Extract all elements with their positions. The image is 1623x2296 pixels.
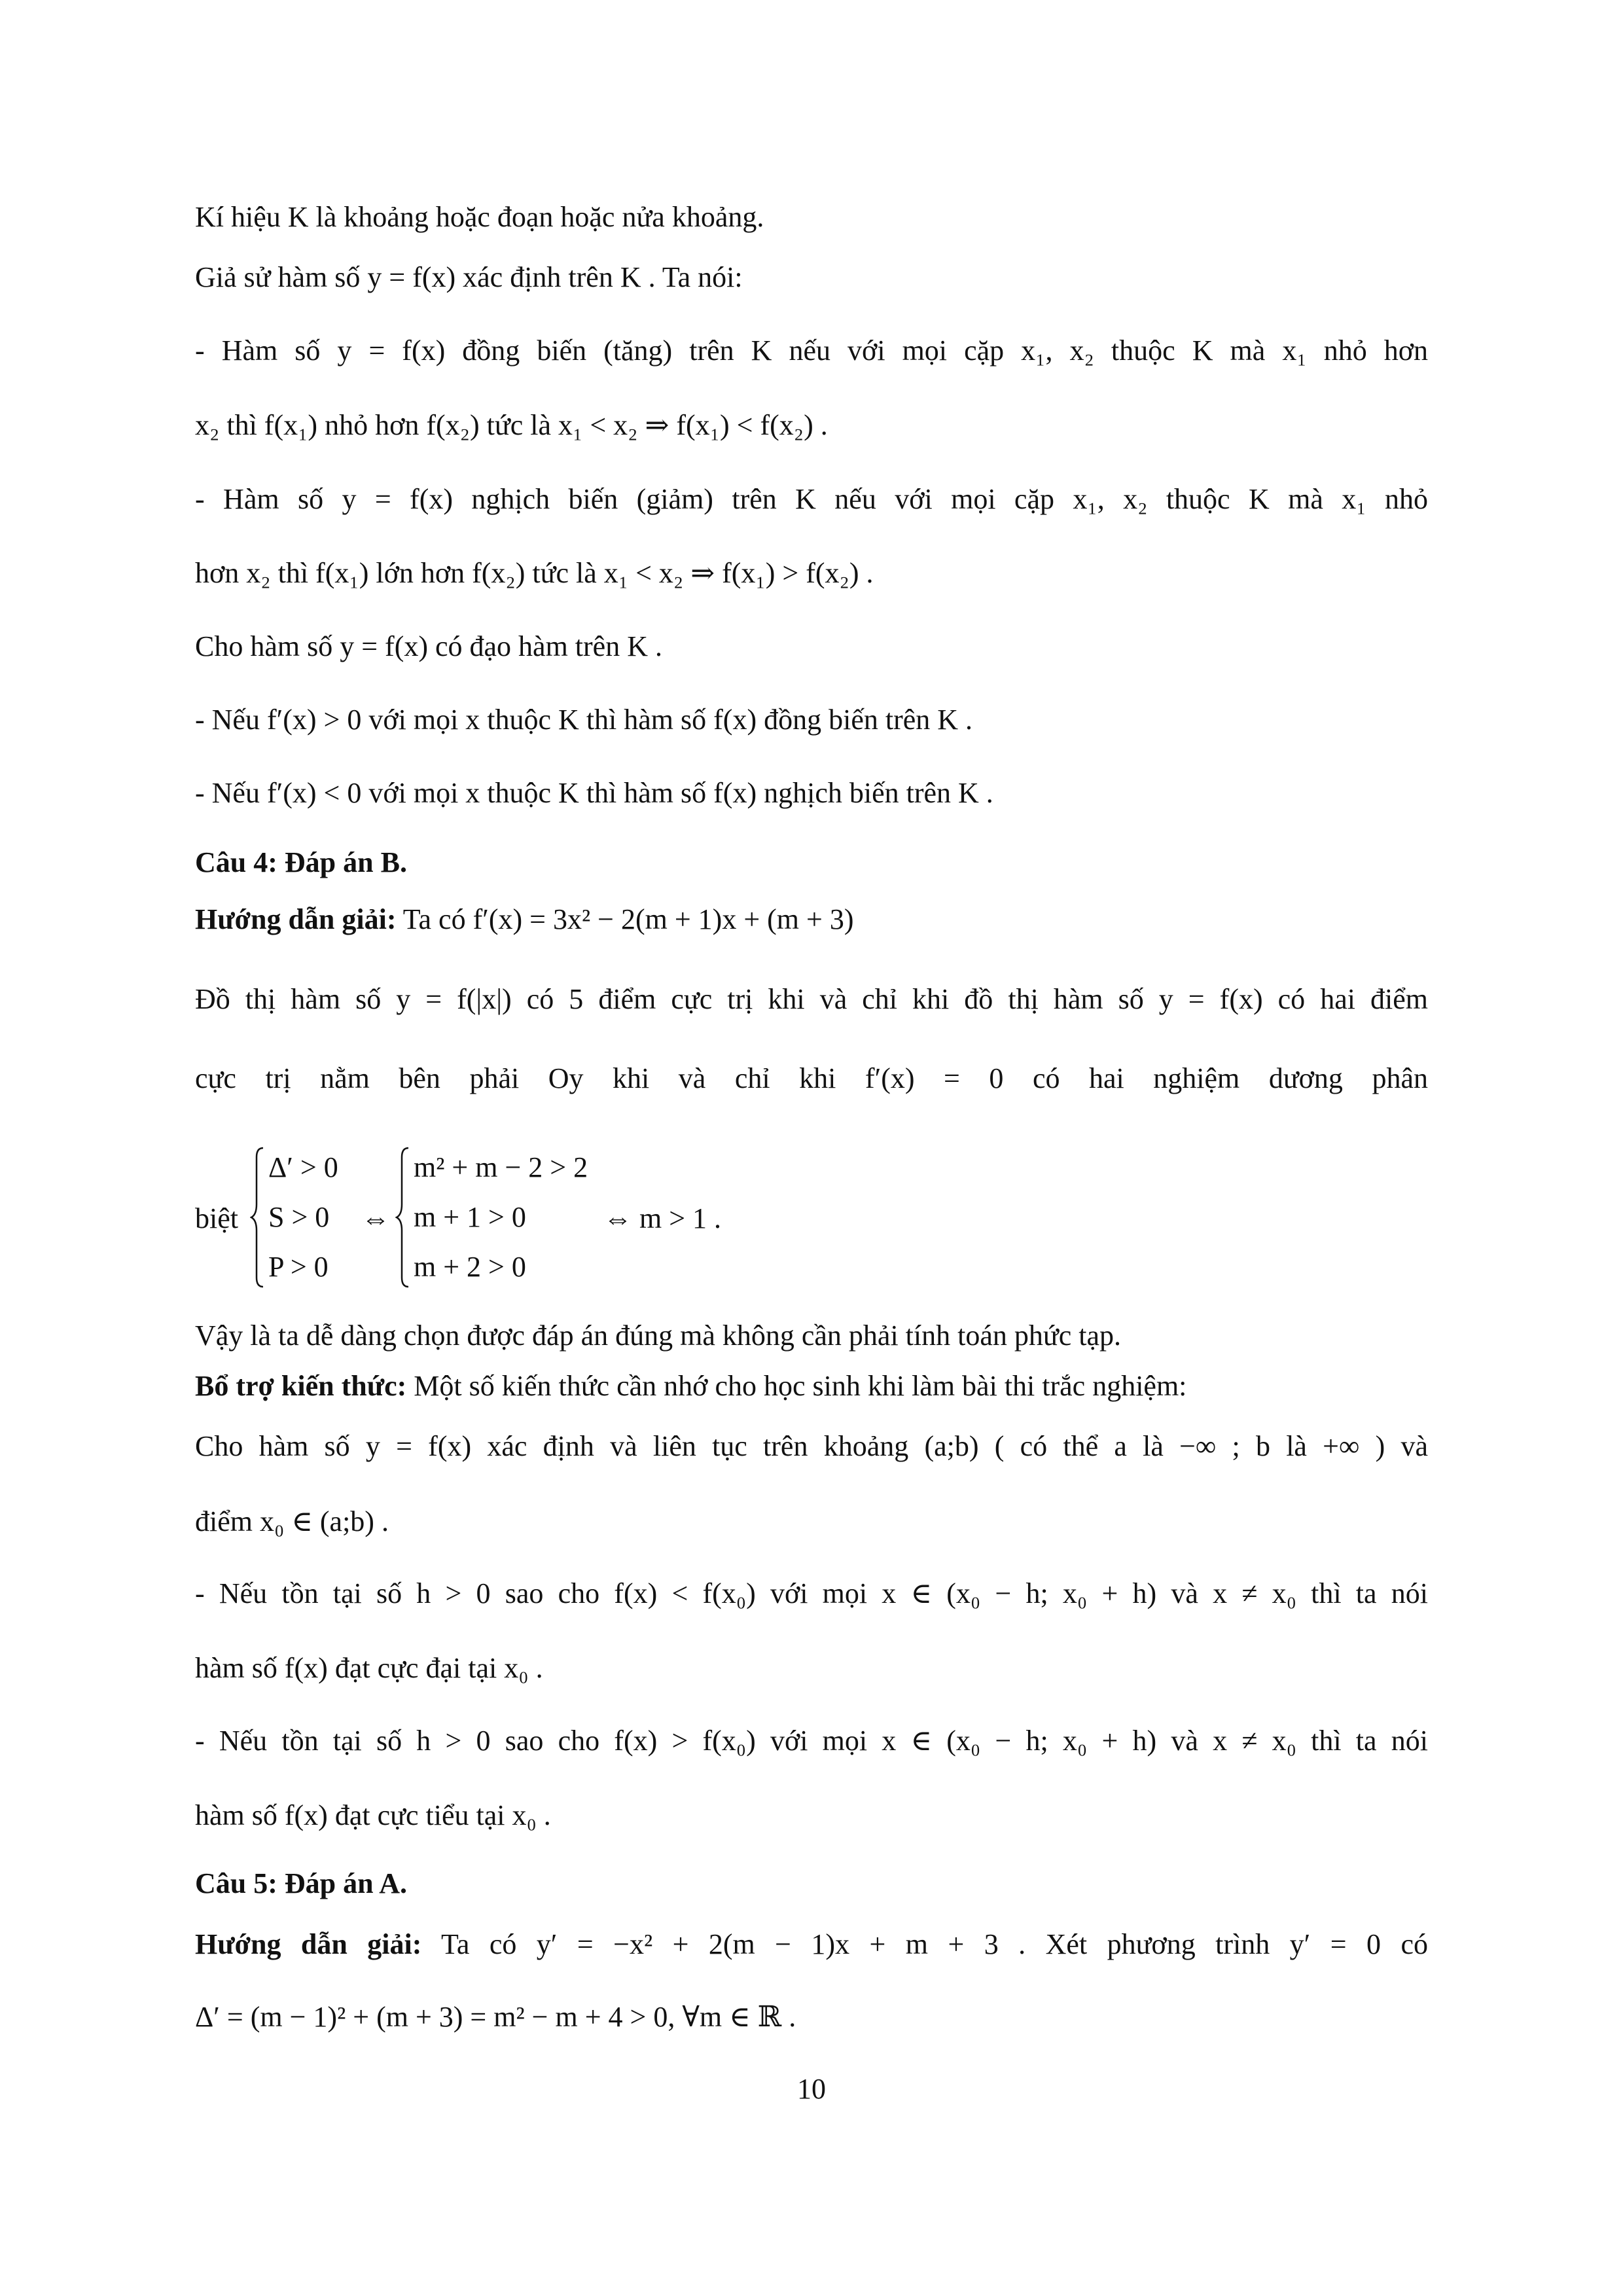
text-line: x₂ thì f(x₁) nhỏ hơn f(x₂) tức là x₁ < x₂ ⇒ f(x₁) < f(x₂) . xyxy=(195,409,828,441)
text-line: hàm số f(x) đạt cực đại tại x₀ . xyxy=(195,1652,543,1684)
text-line: - Nếu tồn tại số h > 0 sao cho f(x) < f(x₀) với mọi x ∈ (x₀ − h; x₀ + h) và x ≠ x₀ thì ta nói xyxy=(195,1577,1428,1609)
text-line: Giả sử hàm số y = f(x) xác định trên K . Ta nói: xyxy=(195,261,743,293)
system-result: ⇔ m > 1 . xyxy=(603,1202,722,1234)
page-number: 10 xyxy=(797,2073,826,2105)
text-line: Đồ thị hàm số y = f(|x|) có 5 điểm cực trị khi và chỉ khi đồ thị hàm số y = f(x) có hai điểm xyxy=(195,983,1428,1015)
text-line: - Nếu tồn tại số h > 0 sao cho f(x) > f(x₀) với mọi x ∈ (x₀ − h; x₀ + h) và x ≠ x₀ thì ta nói xyxy=(195,1725,1428,1757)
condition-sum: S > 0 xyxy=(268,1201,330,1233)
condition-m-delta: m² + m − 2 > 2 xyxy=(414,1151,588,1183)
support-label: Bổ trợ kiến thức: xyxy=(195,1370,407,1402)
text-line: Vậy là ta dễ dàng chọn được đáp án đúng mà không cần phải tính toán phức tạp. xyxy=(195,1319,1122,1352)
left-brace-icon xyxy=(250,1147,266,1288)
question-heading: Câu 4: Đáp án B. xyxy=(195,846,407,878)
text-line: - Nếu f′(x) > 0 với mọi x thuộc K thì hàm số f(x) đồng biến trên K . xyxy=(195,704,973,736)
text-line: cực trị nằm bên phải Oy khi và chỉ khi f′(x) = 0 có hai nghiệm dương phân xyxy=(195,1062,1428,1094)
condition-m-product: m + 2 > 0 xyxy=(414,1251,526,1283)
text-line: Δ′ = (m − 1)² + (m + 3) = m² − m + 4 > 0, ∀m ∈ ℝ . xyxy=(195,2001,796,2033)
text-line: Cho hàm số y = f(x) xác định và liên tục trên khoảng (a;b) ( có thể a là −∞ ; b là +∞ ) và xyxy=(195,1430,1428,1462)
text-line: Kí hiệu K là khoảng hoặc đoạn hoặc nửa khoảng. xyxy=(195,201,764,233)
text-line: - Hàm số y = f(x) nghịch biến (giảm) trên K nếu với mọi cặp x₁, x₂ thuộc K mà x₁ nhỏ xyxy=(195,483,1428,515)
solution-line xyxy=(195,900,1428,939)
solution-text: Ta có y′ = −x² + 2(m − 1)x + m + 3 . Xét phương trình y′ = 0 có xyxy=(421,1928,1428,1960)
text-line: hàm số f(x) đạt cực tiểu tại x₀ . xyxy=(195,1799,551,1831)
condition-product: P > 0 xyxy=(268,1251,329,1283)
question-heading: Câu 5: Đáp án A. xyxy=(195,1867,407,1899)
condition-delta: Δ′ > 0 xyxy=(268,1151,338,1183)
system-prefix: biệt xyxy=(195,1202,238,1234)
solution-text: Ta có f′(x) = 3x² − 2(m + 1)x + (m + 3) xyxy=(396,903,854,935)
text-line: - Nếu f′(x) < 0 với mọi x thuộc K thì hàm số f(x) nghịch biến trên K . xyxy=(195,777,993,809)
text-line: hơn x₂ thì f(x₁) lớn hơn f(x₂) tức là x₁ < x₂ ⇒ f(x₁) > f(x₂) . xyxy=(195,557,874,589)
equivalence-symbol: ⇔ xyxy=(361,1202,390,1234)
support-line xyxy=(195,1367,1428,1406)
solution-label: Hướng dẫn giải: xyxy=(195,903,397,935)
support-text: Một số kiến thức cần nhớ cho học sinh khi làm bài thi trắc nghiệm: xyxy=(406,1370,1187,1402)
text-line: - Hàm số y = f(x) đồng biến (tăng) trên K nếu với mọi cặp x₁, x₂ thuộc K mà x₁ nhỏ hơn xyxy=(195,334,1428,367)
solution-line xyxy=(195,1925,1428,1964)
solution-label: Hướng dẫn giải: xyxy=(195,1928,422,1960)
right-brace-icon xyxy=(395,1147,411,1288)
text-line: điểm x₀ ∈ (a;b) . xyxy=(195,1505,389,1537)
text-line: Cho hàm số y = f(x) có đạo hàm trên K . xyxy=(195,630,662,662)
condition-m-sum: m + 1 > 0 xyxy=(414,1201,526,1233)
